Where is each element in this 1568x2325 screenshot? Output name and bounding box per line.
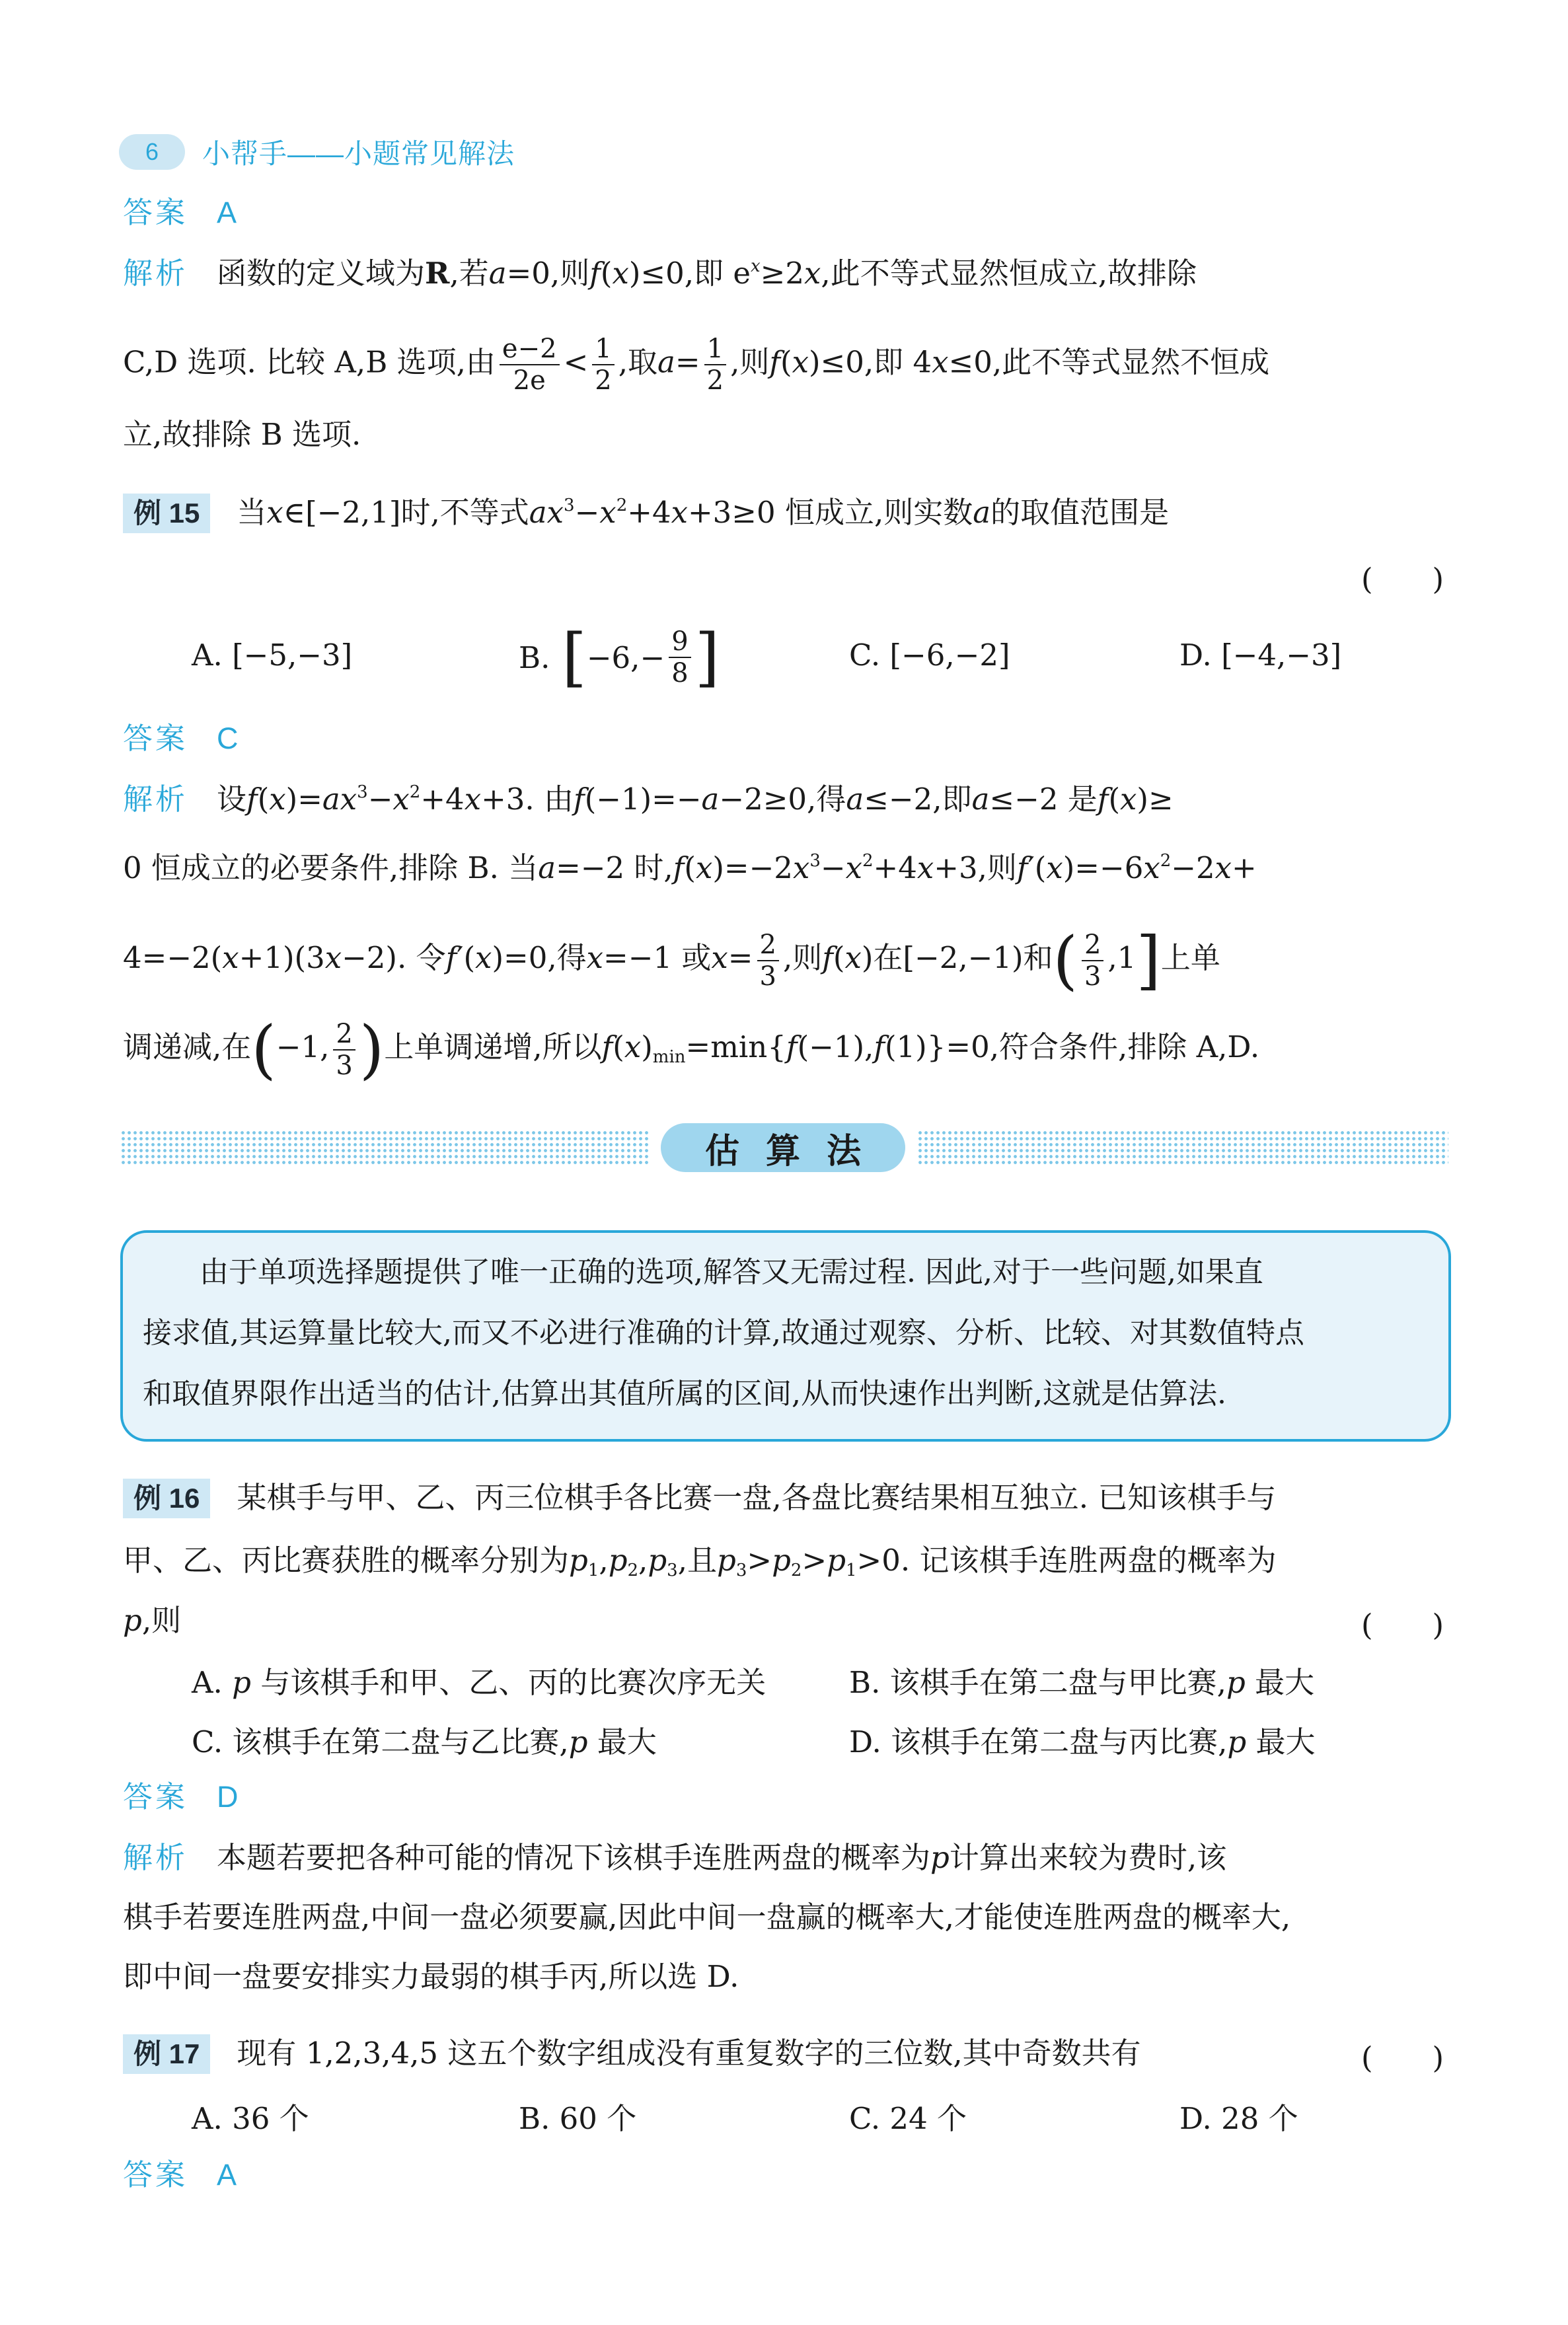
math-var: p <box>123 1603 142 1638</box>
text: +4 <box>627 495 671 530</box>
block1-answer-line <box>123 193 237 233</box>
text: 某棋手与甲、乙、丙三位棋手各比赛一盘,各盘比赛结果相互独立. 已知该棋手与 <box>237 1480 1277 1515</box>
math-var: a <box>322 782 340 817</box>
method-description-box <box>120 1230 1451 1442</box>
denominator: 3 <box>336 1050 353 1081</box>
math-var: p <box>772 1543 791 1578</box>
text: )≤0,即 e <box>628 256 751 291</box>
text: 最大 <box>597 1724 657 1759</box>
math-var: a <box>971 782 990 817</box>
math-sup: x <box>750 256 761 276</box>
answer-blank: ( ) <box>1361 2040 1444 2075</box>
text: ′( <box>457 940 476 975</box>
bracket: ( <box>251 1012 276 1087</box>
math-sup: 3 <box>809 851 821 871</box>
text: 现有 1,2,3,4,5 这五个数字组成没有重复数字的三位数,其中奇数共有 <box>237 2036 1141 2071</box>
text: 函数的定义域为 <box>217 256 426 291</box>
text: B. 该棋手在第二盘与甲比赛, <box>849 1665 1226 1700</box>
numerator: 2 <box>333 1019 355 1051</box>
section-title-badge <box>661 1123 905 1172</box>
math-sup: 2 <box>616 496 628 515</box>
math-var: x <box>269 782 286 817</box>
math-var: x <box>1120 782 1137 817</box>
text: 调递减,在 <box>123 1029 252 1064</box>
text: −6,− <box>586 640 665 675</box>
math-var: x <box>1143 850 1160 885</box>
math-var: x <box>804 256 821 291</box>
section-title: 估算法 <box>704 1132 887 1171</box>
ex15-option-d: D. [−4,−3] <box>1179 638 1342 673</box>
ex16-option-d <box>849 1718 1316 1761</box>
math-var: x <box>1046 850 1063 885</box>
text: ≤−2 是 <box>989 782 1098 817</box>
math-var: p <box>568 1724 588 1759</box>
math-var: a <box>538 850 556 885</box>
example-tag: 例 17 <box>123 2034 210 2074</box>
ex16-option-c <box>192 1718 657 1761</box>
text: = <box>675 344 700 380</box>
math-sup: 3 <box>564 496 575 515</box>
math-sub: 2 <box>790 1561 802 1580</box>
math-var: a <box>973 495 991 530</box>
text: 设 <box>217 782 247 817</box>
ex15-option-b: B. [ −6,− $\frac{9}{8}$ ] <box>519 620 720 694</box>
math-var: x <box>464 782 482 817</box>
denominator: 2 <box>706 365 724 396</box>
block1-answer: A <box>217 196 237 229</box>
text: − <box>367 782 393 817</box>
math-var: f <box>1097 782 1109 817</box>
text: )=−6 <box>1063 850 1144 885</box>
text: < <box>563 344 589 380</box>
math-sub: 3 <box>735 1561 747 1580</box>
text: ′( <box>1027 850 1047 885</box>
denominator: 3 <box>1084 961 1101 992</box>
text: = <box>728 940 753 975</box>
math-sub: 3 <box>667 1561 678 1580</box>
text: 计算出来较为费时,该 <box>949 1840 1227 1875</box>
math-sup: 2 <box>862 851 874 871</box>
example-tag: 例 15 <box>123 494 210 533</box>
denominator: 2 <box>595 365 612 396</box>
math-var: f <box>445 940 457 975</box>
text: 0 恒成立的必要条件,排除 B. 当 <box>123 850 539 885</box>
text: )=0,得 <box>492 940 587 975</box>
ex15-answer-line <box>123 719 239 758</box>
numerator: 1 <box>704 334 726 365</box>
text: ∈[−2,1]时,不等式 <box>283 495 529 530</box>
math-var: a <box>529 495 547 530</box>
text: +3≥0 恒成立,则实数 <box>687 495 973 530</box>
text: −1, <box>276 1029 330 1064</box>
text: C. 该棋手在第二盘与乙比赛, <box>192 1724 569 1759</box>
math-var: p <box>608 1543 628 1578</box>
math-var: f <box>246 782 258 817</box>
text: (−1)=− <box>584 782 702 817</box>
block1-analysis-line2 <box>123 334 1269 396</box>
math-var: x <box>546 495 564 530</box>
math-var: x <box>711 940 728 975</box>
ex16-question-line1 <box>123 1478 1276 1518</box>
text: −2). 令 <box>342 940 446 975</box>
ex17-answer: A <box>217 2158 237 2192</box>
header-title: 小帮手——小题常见解法 <box>202 138 515 169</box>
text: =min{ <box>685 1029 786 1064</box>
math-var: f <box>769 344 781 380</box>
text: ( <box>833 940 845 975</box>
text: ≤0,此不等式显然不恒成 <box>948 344 1270 380</box>
text: A. <box>192 1665 223 1700</box>
math-var: f <box>874 1029 885 1064</box>
text: 上单调递增,所以 <box>384 1029 602 1064</box>
analysis-label: 解析 <box>123 782 188 816</box>
ex16-analysis-line2: 棋手若要连胜两盘,中间一盘必须要赢,因此中间一盘赢的概率大,才能使连胜两盘的概率大, <box>123 1900 1291 1935</box>
text: )=−2 <box>712 850 793 885</box>
box-line-1: 由于单项选择题提供了唯一正确的选项,解答又无需过程. 因此,对于一些问题,如果直 <box>200 1255 1263 1289</box>
ex17-question <box>123 2034 1141 2074</box>
answer-label: 答案 <box>123 196 188 229</box>
text: =0,则 <box>506 256 590 291</box>
math-var: f <box>822 940 833 975</box>
text: + <box>1232 850 1257 885</box>
text: ,1 <box>1107 940 1137 975</box>
text: > <box>747 1543 772 1578</box>
math-var: a <box>488 256 507 291</box>
text: > <box>802 1543 827 1578</box>
text: ,此不等式显然恒成立,故排除 <box>821 256 1197 291</box>
text: , <box>638 1543 648 1578</box>
math-var: x <box>475 940 492 975</box>
analysis-label: 解析 <box>123 1841 188 1874</box>
ex15-analysis-line2 <box>123 848 1257 888</box>
text: ( <box>600 256 613 291</box>
answer-blank: ( ) <box>1361 1607 1444 1642</box>
ex15-question <box>123 493 1169 533</box>
ex16-analysis-line1 <box>123 1838 1226 1878</box>
text: ) <box>641 1029 653 1064</box>
numerator: 9 <box>669 626 691 658</box>
text: 上单 <box>1160 940 1220 975</box>
text: +3. 由 <box>481 782 574 817</box>
math-var: x <box>612 256 629 291</box>
fraction <box>592 334 614 396</box>
text: =−2 时, <box>556 850 673 885</box>
ex17-answer-line <box>123 2155 237 2195</box>
text: ≥2 <box>760 256 804 291</box>
math-sup: 2 <box>409 782 421 802</box>
text: )在[−2,−1)和 <box>861 940 1053 975</box>
math-var: x <box>671 495 688 530</box>
ex16-option-b <box>849 1658 1314 1701</box>
ex16-analysis-line3: 即中间一盘要安排实力最弱的棋手丙,所以选 D. <box>123 1959 739 1994</box>
example-tag: 例 16 <box>123 1479 210 1518</box>
math-var: x <box>324 940 342 975</box>
text: ( <box>613 1029 624 1064</box>
analysis-label: 解析 <box>123 256 188 290</box>
text: ,则 <box>730 344 770 380</box>
ex15-answer: C <box>217 721 239 755</box>
ex15-analysis-line4 <box>123 1011 1260 1087</box>
math-var: x <box>932 344 949 380</box>
bracket: ) <box>359 1012 385 1087</box>
math-var: x <box>222 940 239 975</box>
math-sub: min <box>652 1047 686 1067</box>
box-line-2: 接求值,其运算量比较大,而又不必进行准确的计算,故通过观察、分析、比较、对其数值特点 <box>143 1316 1304 1350</box>
math-var: x <box>695 850 713 885</box>
text: 本题若要把各种可能的情况下该棋手连胜两盘的概率为 <box>217 1840 931 1875</box>
math-var: a <box>701 782 720 817</box>
text: ,若 <box>449 256 489 291</box>
math-var: x <box>392 782 410 817</box>
text: ( <box>1108 782 1120 817</box>
math-var: x <box>586 940 604 975</box>
page-header <box>119 131 515 173</box>
denominator: 8 <box>671 658 689 688</box>
math-var: f <box>673 850 685 885</box>
math-var: p <box>930 1840 950 1875</box>
denominator: 3 <box>759 961 776 992</box>
ex15-option-a: A. [−5,−3] <box>192 638 353 673</box>
ex17-option-b: B. 60 个 <box>519 2101 637 2136</box>
text: −2≥0,得 <box>719 782 846 817</box>
numerator: 2 <box>1082 930 1103 961</box>
ex16-answer-line <box>123 1777 239 1817</box>
text: ,则 <box>782 940 823 975</box>
text: )≥ <box>1137 782 1174 817</box>
text: +4 <box>873 850 917 885</box>
math-var: x <box>792 344 809 380</box>
ex17-option-a: A. 36 个 <box>192 2101 309 2136</box>
math-var: f <box>786 1029 798 1064</box>
text: 与该棋手和甲、乙、丙的比赛次序无关 <box>260 1665 766 1700</box>
math-var: p <box>1227 1724 1247 1759</box>
text: 甲、乙、丙比赛获胜的概率分别为 <box>123 1543 570 1578</box>
fraction <box>1082 930 1103 992</box>
text: )≤0,即 4 <box>808 344 932 380</box>
text: ,且 <box>677 1543 718 1578</box>
text: ( <box>684 850 696 885</box>
fraction <box>757 930 779 992</box>
denominator: 2e <box>513 365 546 396</box>
math-var: p <box>717 1543 736 1578</box>
math-sup: 2 <box>1160 851 1172 871</box>
text: (1)}=0,符合条件,排除 A,D. <box>884 1029 1260 1064</box>
ex16-answer: D <box>217 1780 239 1814</box>
math-var: x <box>916 850 934 885</box>
math-var: f <box>601 1029 613 1064</box>
math-sub: 1 <box>587 1561 599 1580</box>
ex16-option-a <box>192 1658 766 1701</box>
math-var: f <box>589 256 601 291</box>
math-var: x <box>844 940 862 975</box>
math-var: f <box>1016 850 1028 885</box>
text: 的取值范围是 <box>990 495 1170 530</box>
text: −2 <box>1171 850 1215 885</box>
math-var: x <box>792 850 810 885</box>
box-line-3: 和取值界限作出适当的估计,估算出其值所属的区间,从而快速作出判断,这就是估算法. <box>143 1377 1226 1411</box>
text: , <box>599 1543 609 1578</box>
text: 最大 <box>1255 1665 1315 1700</box>
numerator: 2 <box>757 930 779 961</box>
text: +4 <box>420 782 465 817</box>
answer-blank: ( ) <box>1361 562 1444 597</box>
math-sub: 1 <box>846 1561 857 1580</box>
text: >0. 记该棋手连胜两盘的概率为 <box>856 1543 1277 1578</box>
answer-label: 答案 <box>123 1780 188 1814</box>
text: ( <box>780 344 792 380</box>
math-var: p <box>827 1543 846 1578</box>
text: R <box>425 256 450 291</box>
math-var: p <box>648 1543 667 1578</box>
text: +1)(3 <box>239 940 325 975</box>
text: 最大 <box>1255 1724 1316 1759</box>
section-divider <box>120 1130 1448 1171</box>
text: C,D 选项. 比较 A,B 选项,由 <box>123 344 496 380</box>
text: 4=−2( <box>123 940 223 975</box>
numerator: 1 <box>592 334 614 365</box>
dotted-band-right <box>917 1130 1448 1165</box>
fraction <box>500 334 560 396</box>
ex16-question-line2 <box>123 1541 1277 1580</box>
math-var: f <box>574 782 585 817</box>
math-var: a <box>846 782 864 817</box>
fraction <box>669 626 691 688</box>
math-var: p <box>232 1665 251 1700</box>
page-number-badge <box>119 134 185 170</box>
math-var: x <box>845 850 862 885</box>
math-sup: 3 <box>357 782 368 802</box>
math-var: a <box>657 344 675 380</box>
fraction <box>333 1019 355 1081</box>
text: ,取 <box>618 344 658 380</box>
answer-label: 答案 <box>123 721 188 755</box>
page-number: 6 <box>145 138 159 165</box>
bracket: ( <box>1053 923 1078 998</box>
text: ( <box>257 782 270 817</box>
ex15-analysis-line1 <box>123 780 1174 819</box>
text: )= <box>285 782 322 817</box>
text: (−1), <box>797 1029 874 1064</box>
text: D. 该棋手在第二盘与丙比赛, <box>849 1724 1228 1759</box>
ex16-question-line3 <box>123 1601 181 1641</box>
ex17-option-d: D. 28 个 <box>1179 2101 1298 2136</box>
ex15-analysis-line3 <box>123 922 1220 998</box>
math-var: x <box>266 495 283 530</box>
text: ≤−2,即 <box>864 782 972 817</box>
text: − <box>820 850 846 885</box>
math-var: x <box>624 1029 642 1064</box>
math-var: p <box>569 1543 588 1578</box>
math-var: x <box>1214 850 1232 885</box>
text: +3,则 <box>934 850 1017 885</box>
ex15-option-c: C. [−6,−2] <box>849 638 1010 673</box>
text: =−1 或 <box>603 940 712 975</box>
text: − <box>574 495 600 530</box>
answer-label: 答案 <box>123 2158 188 2192</box>
text: ,则 <box>141 1603 182 1638</box>
math-var: x <box>340 782 357 817</box>
numerator: e−2 <box>500 334 560 365</box>
text: B. <box>519 640 550 675</box>
ex17-option-c: C. 24 个 <box>849 2101 967 2136</box>
math-var: x <box>599 495 616 530</box>
fraction <box>704 334 726 396</box>
math-var: p <box>1226 1665 1246 1700</box>
bracket: ] <box>1136 923 1161 998</box>
dotted-band-left <box>120 1130 649 1165</box>
text: 当 <box>237 495 267 530</box>
math-sub: 2 <box>627 1561 639 1580</box>
block1-analysis-line1 <box>123 254 1197 293</box>
block1-analysis-line3: 立,故排除 B 选项. <box>123 417 361 452</box>
